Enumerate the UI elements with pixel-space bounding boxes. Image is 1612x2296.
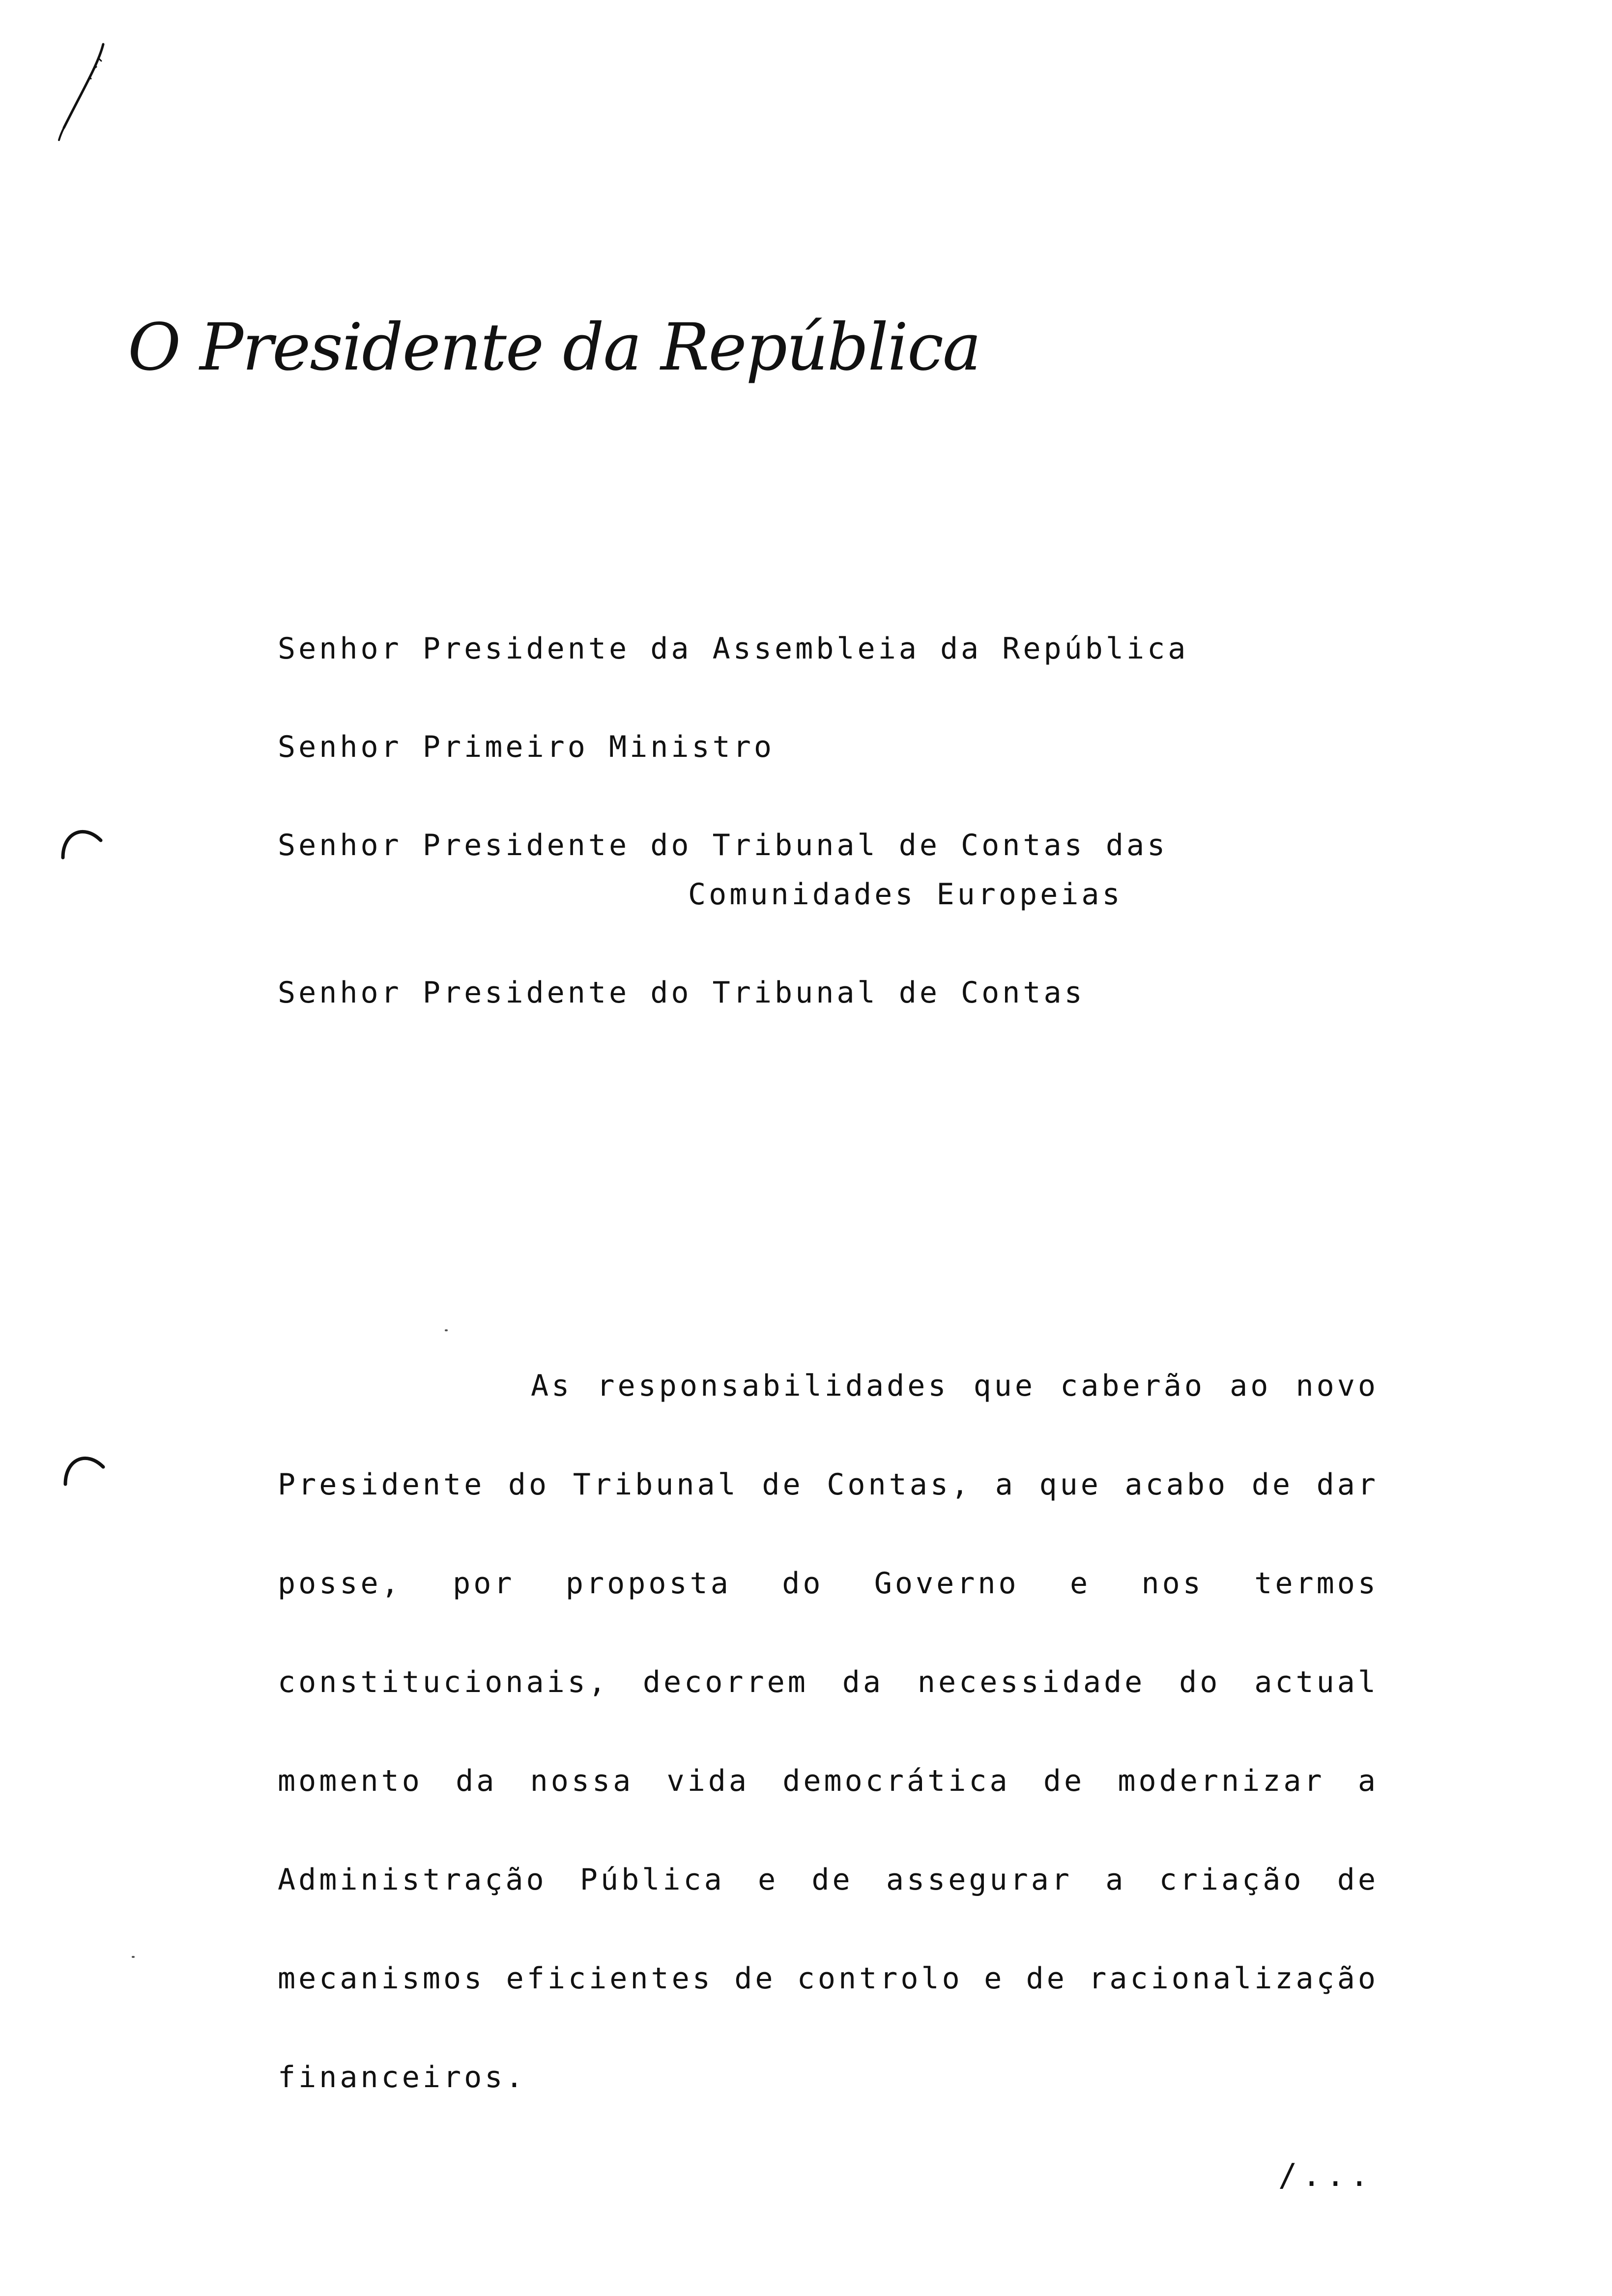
scan-speck (445, 1329, 448, 1331)
addressee-line: Senhor Presidente da Assembleia da República (278, 631, 1189, 666)
addressee-line: Senhor Presidente do Tribunal de Contas das (278, 828, 1168, 862)
addressee-list (278, 624, 1188, 1066)
continuation-mark: /... (1278, 2157, 1374, 2194)
handwritten-mark-icon (34, 34, 123, 143)
body-paragraph: As responsabilidades que caberão ao novo Presidente do Tribunal de Contas, a que acabo de dar posse, por proposta do Governo e nos termos constitucionais, decorrem da necessidade do actual momento da nossa vida democrática de modernizar a Administração Pública e de assegurar a criação de mecanismos eficientes de controlo e de racionalização financeiros. (278, 1369, 1379, 2095)
addressee-line: Senhor Presidente do Tribunal de Contas (278, 976, 1085, 1010)
binder-hole-icon (61, 1445, 106, 1489)
addressee-line-continuation: Comunidades Europeias (688, 877, 1123, 912)
binder-hole-icon (59, 818, 103, 862)
letterhead-title: O Presidente da República (128, 310, 980, 385)
body-text (278, 1337, 1379, 2127)
scan-speck (132, 1956, 135, 1958)
addressee-line: Senhor Primeiro Ministro (278, 730, 775, 764)
